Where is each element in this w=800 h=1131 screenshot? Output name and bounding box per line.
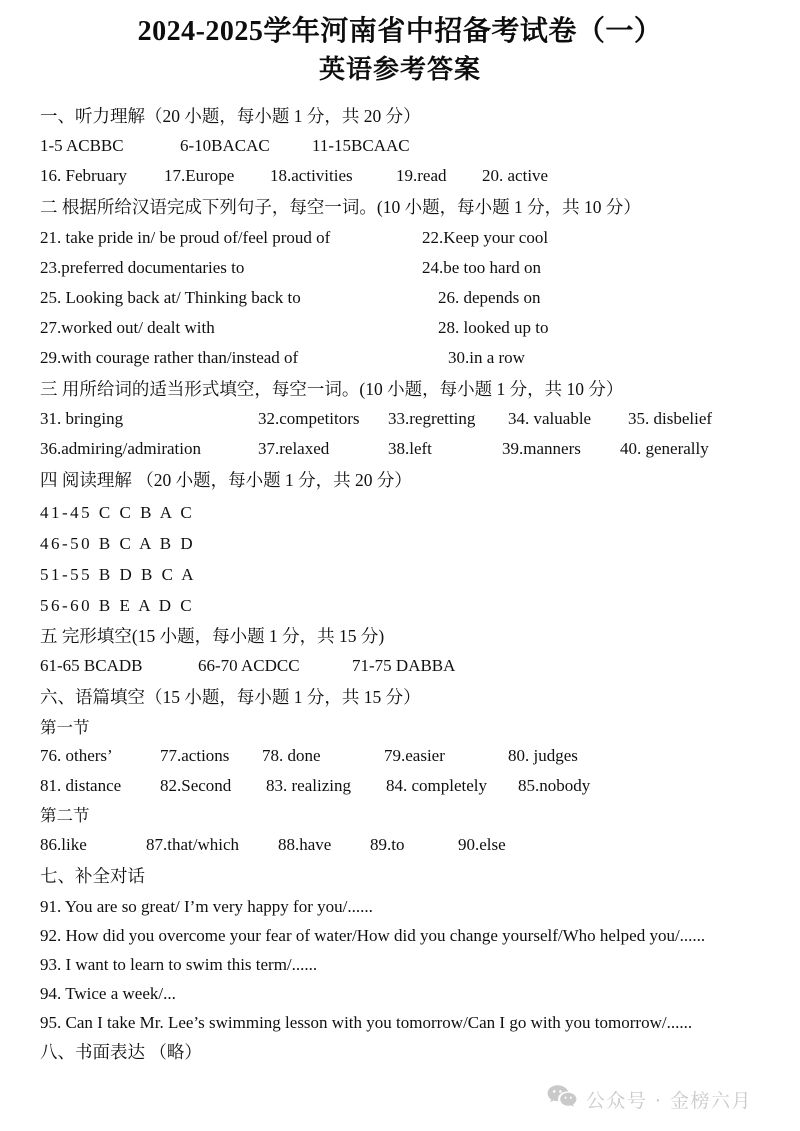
- answer-24: 24.be too hard on: [422, 257, 541, 277]
- page-title: 2024-2025学年河南省中招备考试卷（一）: [137, 16, 663, 47]
- answer-37: 37.relaxed: [258, 439, 330, 459]
- section-3-row-2: [40, 435, 766, 465]
- answer-18: 18.activities: [270, 166, 353, 186]
- answers-content: [0, 101, 800, 1069]
- answer-95: 95. Can I take Mr. Lee’s swimming lesson with you tomorrow/Can I go with you tomorrow/......: [40, 1013, 693, 1033]
- section-4-heading: 四 阅读理解 （20 小题，每小题 1 分，共 20 分）: [40, 470, 412, 491]
- answer-group-41-45: 41-45 C C B A C: [40, 502, 195, 522]
- answer-76: 76. others’: [40, 746, 113, 766]
- section-3-heading: 三 用所给词的适当形式填空，每空一词。(10 小题，每小题 1 分，共 10 分）: [40, 378, 624, 399]
- answer-34: 34. valuable: [508, 409, 592, 429]
- section-7-heading: 七、补全对话: [40, 865, 145, 886]
- answer-group-6-10: 6-10BACAC: [180, 136, 270, 156]
- answer-82: 82.Second: [160, 776, 232, 796]
- answer-39: 39.manners: [502, 439, 581, 459]
- wechat-watermark: [547, 1084, 752, 1115]
- section-1-heading: 一、听力理解（20 小题，每小题 1 分，共 20 分）: [40, 105, 421, 126]
- title-block: [0, 0, 800, 87]
- answer-group-51-55: 51-55 B D B C A: [40, 564, 197, 584]
- section-5-heading: 五 完形填空(15 小题，每小题 1 分，共 15 分): [40, 625, 385, 646]
- answer-38: 38.left: [388, 439, 432, 459]
- section-2-row-3: [40, 284, 766, 314]
- watermark-label: 公众号 · 金榜六月: [585, 1090, 752, 1112]
- wechat-icon: [547, 1084, 577, 1115]
- answer-22: 22.Keep your cool: [422, 227, 549, 247]
- answer-86: 86.like: [40, 834, 87, 854]
- answer-26: 26. depends on: [438, 287, 541, 307]
- section-6-part-1-label: 第一节: [40, 717, 90, 737]
- answer-20: 20. active: [482, 166, 549, 186]
- section-2-row-2: [40, 254, 766, 284]
- answer-group-46-50: 46-50 B C A B D: [40, 533, 196, 553]
- answer-17: 17.Europe: [164, 166, 235, 186]
- answer-88: 88.have: [278, 834, 332, 854]
- answer-81: 81. distance: [40, 776, 122, 796]
- answer-94: 94. Twice a week/...: [40, 984, 176, 1004]
- answer-27: 27.worked out/ dealt with: [40, 317, 215, 337]
- answer-90: 90.else: [458, 834, 506, 854]
- answer-28: 28. looked up to: [438, 317, 549, 337]
- page-subtitle: 英语参考答案: [318, 54, 481, 84]
- section-6-part-1-row-2: [40, 772, 766, 802]
- answer-32: 32.competitors: [258, 409, 360, 429]
- answer-40: 40. generally: [620, 439, 709, 459]
- section-1-row-2: [40, 162, 766, 192]
- section-2-heading: 二 根据所给汉语完成下列句子，每空一词。(10 小题，每小题 1 分，共 10 分）: [40, 197, 641, 218]
- answer-group-71-75: 71-75 DABBA: [352, 656, 456, 676]
- section-8-heading: 八、书面表达 （略）: [40, 1042, 202, 1063]
- answer-80: 80. judges: [508, 746, 578, 766]
- answer-29: 29.with courage rather than/instead of: [40, 347, 299, 367]
- answer-25: 25. Looking back at/ Thinking back to: [40, 287, 301, 307]
- answer-33: 33.regretting: [388, 409, 476, 429]
- answer-83: 83. realizing: [266, 776, 351, 796]
- answer-group-61-65: 61-65 BCADB: [40, 656, 143, 676]
- section-6-part-2-label: 第二节: [40, 806, 90, 826]
- answer-35: 35. disbelief: [628, 409, 713, 429]
- section-1-row-1: [40, 132, 766, 162]
- answer-93: 93. I want to learn to swim this term/......: [40, 955, 318, 975]
- answer-group-66-70: 66-70 ACDCC: [198, 656, 300, 676]
- section-2-row-4: [40, 314, 766, 344]
- section-2-row-5: [40, 344, 766, 374]
- answer-group-56-60: 56-60 B E A D C: [40, 595, 195, 615]
- answer-79: 79.easier: [384, 746, 445, 766]
- section-6-part-1-row-1: [40, 742, 766, 772]
- answer-89: 89.to: [370, 834, 405, 854]
- answer-16: 16. February: [40, 166, 127, 186]
- section-2-row-1: [40, 224, 766, 254]
- section-6-heading: 六、语篇填空（15 小题，每小题 1 分，共 15 分）: [40, 687, 421, 708]
- section-6-part-2-row-1: [40, 831, 766, 861]
- answer-84: 84. completely: [386, 776, 488, 796]
- answer-91: 91. You are so great/ I’m very happy for you/......: [40, 897, 373, 917]
- answer-78: 78. done: [262, 746, 321, 766]
- answer-21: 21. take pride in/ be proud of/feel proud of: [40, 227, 331, 247]
- answer-36: 36.admiring/admiration: [40, 439, 201, 459]
- answer-19: 19.read: [396, 166, 447, 186]
- answer-31: 31. bringing: [40, 409, 124, 429]
- answer-85: 85.nobody: [518, 776, 591, 796]
- answer-30: 30.in a row: [448, 347, 525, 367]
- answer-77: 77.actions: [160, 746, 230, 766]
- answer-23: 23.preferred documentaries to: [40, 257, 245, 277]
- answer-group-1-5: 1-5 ACBBC: [40, 136, 124, 156]
- section-5-row-1: [40, 652, 766, 682]
- answer-87: 87.that/which: [146, 834, 240, 854]
- answer-group-11-15: 11-15BCAAC: [312, 136, 410, 156]
- answer-92: 92. How did you overcome your fear of water/How did you change yourself/Who helped you/......: [40, 926, 706, 946]
- section-3-row-1: [40, 405, 766, 435]
